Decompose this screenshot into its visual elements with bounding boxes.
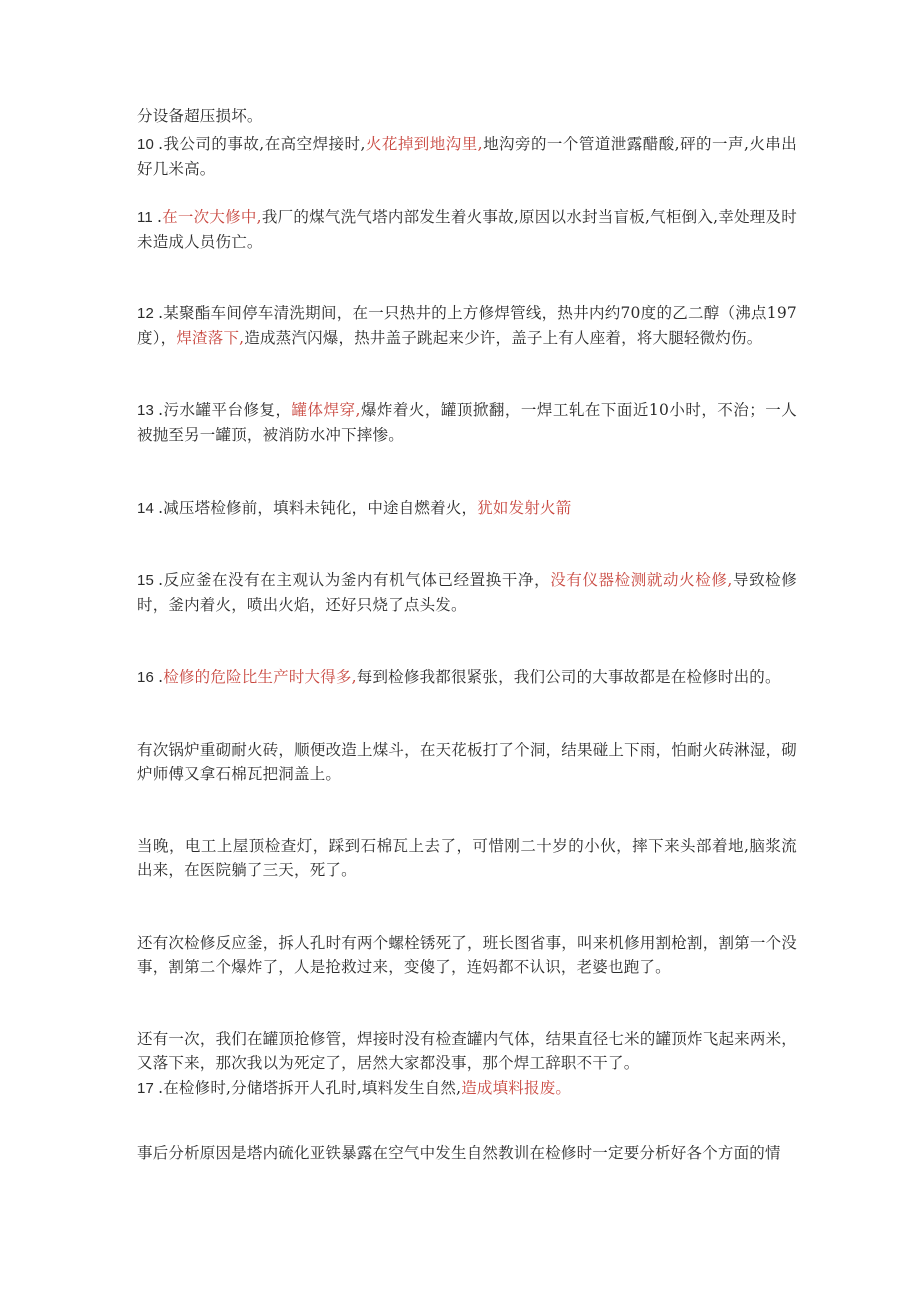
highlighted-text: 检修的危险比生产时大得多, — [163, 668, 357, 686]
paragraph — [137, 931, 797, 979]
highlighted-text: 焊渣落下, — [176, 329, 245, 347]
item-number: 12 — [137, 305, 155, 322]
body-text: .反应釜在没有在主观认为釜内有机气体已经置换干净， — [158, 571, 551, 589]
highlighted-text: 造成填料报废。 — [461, 1079, 572, 1097]
paragraph — [137, 1076, 797, 1101]
highlighted-text: 犹如发射火箭 — [477, 499, 572, 517]
item-number: 16 — [137, 669, 155, 686]
paragraph — [137, 301, 797, 350]
paragraph — [137, 132, 797, 181]
body-text: 还有一次，我们在罐顶抢修管，焊接时没有检查罐内气体，结果直径七米的罐顶炸飞起来两米，又落下来，那次我以为死定了，居然大家都没事，那个焊工辞职不干了。 — [137, 1030, 797, 1072]
body-text: 爆炸着火，罐顶掀翻，一焊工轧在下面近10小时，不治；一人被抛至另一罐顶，被消防水冲下摔惨。 — [137, 401, 798, 444]
body-text: .在检修时,分储塔拆开人孔时,填料发生自然, — [158, 1079, 462, 1097]
paragraph — [137, 205, 797, 254]
body-text: 当晚，电工上屋顶检查灯，踩到石棉瓦上去了，可惜刚二十岁的小伙，摔下来头部着地,脑浆流出来，在医院躺了三天，死了。 — [137, 837, 797, 879]
item-number: 17 — [137, 1080, 155, 1097]
body-text: 造成蒸汽闪爆，热井盖子跳起来少许，盖子上有人座着，将大腿轻微灼伤。 — [244, 329, 763, 347]
paragraph — [137, 834, 797, 882]
paragraph — [137, 496, 797, 521]
body-text: .我公司的事故,在高空焊接时, — [158, 135, 366, 153]
paragraph — [137, 1027, 797, 1075]
body-text: 地沟旁的一个管道泄露醋酸,砰的一声,火串出好几米高。 — [137, 135, 797, 178]
body-text: 事后分析原因是塔内硫化亚铁暴露在空气中发生自然教训在检修时一定要分析好各个方面的情 — [137, 1144, 781, 1162]
body-text: .某聚酯车间停车清洗期间，在一只热井的上方修焊管线，热井内约70度的乙二醇（沸点197度）， — [137, 304, 797, 347]
body-text: .污水罐平台修复， — [158, 401, 292, 419]
paragraph — [137, 398, 797, 447]
highlighted-text: 火花掉到地沟里, — [365, 135, 483, 153]
body-text: 还有次检修反应釜，拆人孔时有两个螺栓锈死了，班长图省事，叫来机修用割枪割，割第一个没事，割第二个爆炸了，人是抢救过来，变傻了，连妈都不认识，老婆也跑了。 — [137, 934, 797, 976]
paragraph — [137, 738, 797, 786]
body-text: 分设备超压损坏。 — [137, 107, 263, 125]
body-text: . — [156, 208, 163, 226]
item-number: 10 — [137, 136, 155, 153]
highlighted-text: 在一次大修中, — [162, 208, 262, 226]
body-text: 我厂的煤气洗气塔内部发生着火事故,原因以水封当盲板,气柜倒入,幸处理及时未造成人员伤亡。 — [137, 208, 798, 251]
item-number: 14 — [137, 500, 155, 517]
highlighted-text: 罐体焊穿, — [291, 401, 361, 419]
body-text: . — [158, 668, 164, 686]
item-number: 11 — [137, 209, 153, 226]
body-text: 每到检修我都很紧张，我们公司的大事故都是在检修时出的。 — [356, 668, 781, 686]
paragraph — [137, 1141, 797, 1165]
paragraph — [137, 104, 797, 128]
paragraph — [137, 665, 797, 690]
item-number: 13 — [137, 402, 155, 419]
body-text: 导致检修时，釜内着火，喷出火焰，还好只烧了点头发。 — [137, 571, 797, 614]
highlighted-text: 没有仪器检测就动火检修, — [550, 571, 733, 589]
body-text: .减压塔检修前，填料未钝化，中途自燃着火， — [158, 499, 478, 517]
paragraph — [137, 568, 797, 617]
body-text: 有次锅炉重砌耐火砖，顺便改造上煤斗，在天花板打了个洞，结果碰上下雨，怕耐火砖淋湿，砌炉师傅又拿石棉瓦把洞盖上。 — [137, 741, 797, 783]
item-number: 15 — [137, 572, 155, 589]
